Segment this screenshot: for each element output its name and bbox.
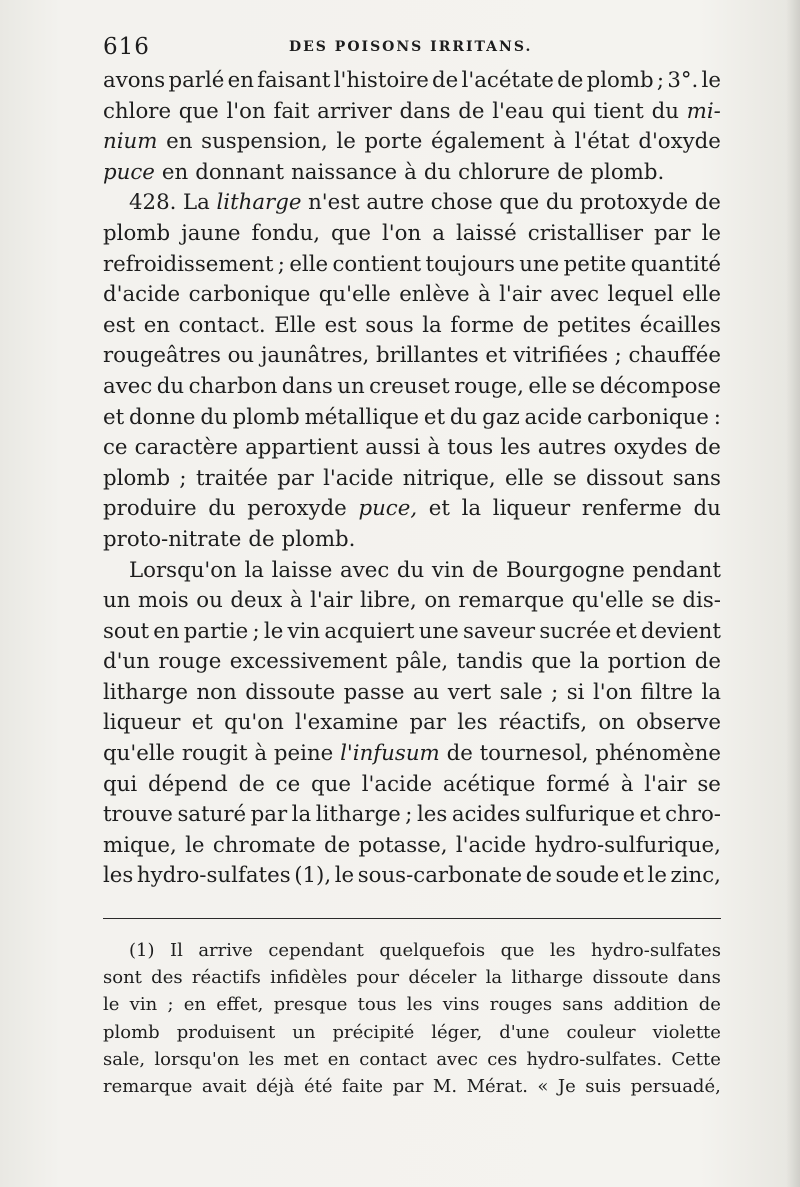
text-line: et donne du plomb métallique et du gaz acide carbonique : bbox=[103, 404, 721, 430]
page-header bbox=[103, 30, 719, 64]
text-line: chlore que l'on fait arriver dans de l'eau qui tient du mi- bbox=[103, 98, 721, 124]
text-line: liqueur et qu'on l'examine par les réactifs, on observe bbox=[103, 710, 721, 736]
text-line: plomb ; traitée par l'acide nitrique, elle se dissout sans bbox=[103, 465, 721, 491]
text-line: puce en donnant naissance à du chlorure de plomb. bbox=[103, 159, 665, 185]
text-line: trouve saturé par la litharge ; les acides sulfurique et chro- bbox=[103, 802, 721, 828]
text-line: rougeâtres ou jaunâtres, brillantes et vitrifiées ; chauffée bbox=[103, 343, 721, 369]
text-line: d'un rouge excessivement pâle, tandis que la portion de bbox=[103, 649, 721, 675]
text-line: Lorsqu'on la laisse avec du vin de Bourgogne pendant bbox=[129, 557, 721, 583]
text-line: un mois ou deux à l'air libre, on remarque qu'elle se dis- bbox=[103, 588, 721, 614]
text-line: d'acide carbonique qu'elle enlève à l'air avec lequel elle bbox=[103, 282, 721, 308]
footnote-rule bbox=[103, 918, 721, 919]
text-line: produire du peroxyde puce, et la liqueur renferme du bbox=[103, 496, 721, 522]
text-line: nium en suspension, le porte également à l'état d'oxyde bbox=[103, 129, 721, 155]
text-line: qu'elle rougit à peine l'infusum de tournesol, phénomène bbox=[103, 741, 721, 767]
text-line: mique, le chromate de potasse, l'acide hydro-sulfurique, bbox=[103, 832, 721, 858]
footnote-line: sont des réactifs infidèles pour déceler la litharge dissoute dans bbox=[103, 967, 721, 989]
text-line: refroidissement ; elle contient toujours une petite quantité bbox=[103, 251, 721, 277]
text-line: les hydro-sulfates (1), le sous-carbonate de soude et le zinc, bbox=[103, 863, 721, 889]
text-line: avons parlé en faisant l'histoire de l'acétate de plomb ; 3°. le bbox=[103, 68, 721, 93]
body-text bbox=[103, 66, 721, 892]
footnote-line: remarque avait déjà été faite par M. Mérat. « Je suis persuadé, bbox=[103, 1075, 721, 1097]
footnote-line: plomb produisent un précipité léger, d'une couleur violette bbox=[103, 1021, 721, 1043]
running-head: DES POISONS IRRITANS. bbox=[289, 39, 533, 55]
text-line: ce caractère appartient aussi à tous les autres oxydes de bbox=[103, 435, 721, 461]
text-line: proto-nitrate de plomb. bbox=[103, 526, 356, 552]
footnote-line: sale, lorsqu'on les met en contact avec ces hydro-sulfates. Cette bbox=[103, 1048, 721, 1070]
footnote bbox=[103, 937, 721, 1100]
text-line: avec du charbon dans un creuset rouge, elle se décompose bbox=[103, 373, 721, 399]
page-number: 616 bbox=[103, 34, 150, 60]
text-line: qui dépend de ce que l'acide acétique formé à l'air se bbox=[103, 771, 721, 797]
text-line: plomb jaune fondu, que l'on a laissé cristalliser par le bbox=[103, 220, 721, 246]
text-line: 428. La litharge n'est autre chose que du protoxyde de bbox=[129, 190, 721, 216]
footnote-line: le vin ; en effet, presque tous les vins rouges sans addition de bbox=[103, 994, 721, 1016]
footnote-line: (1) Il arrive cependant quelquefois que les hydro-sulfates bbox=[129, 940, 721, 961]
text-line: litharge non dissoute passe au vert sale ; si l'on filtre la bbox=[103, 679, 721, 705]
text-line: est en contact. Elle est sous la forme de petites écailles bbox=[103, 312, 721, 338]
text-line: sout en partie ; le vin acquiert une saveur sucrée et devient bbox=[103, 618, 721, 644]
